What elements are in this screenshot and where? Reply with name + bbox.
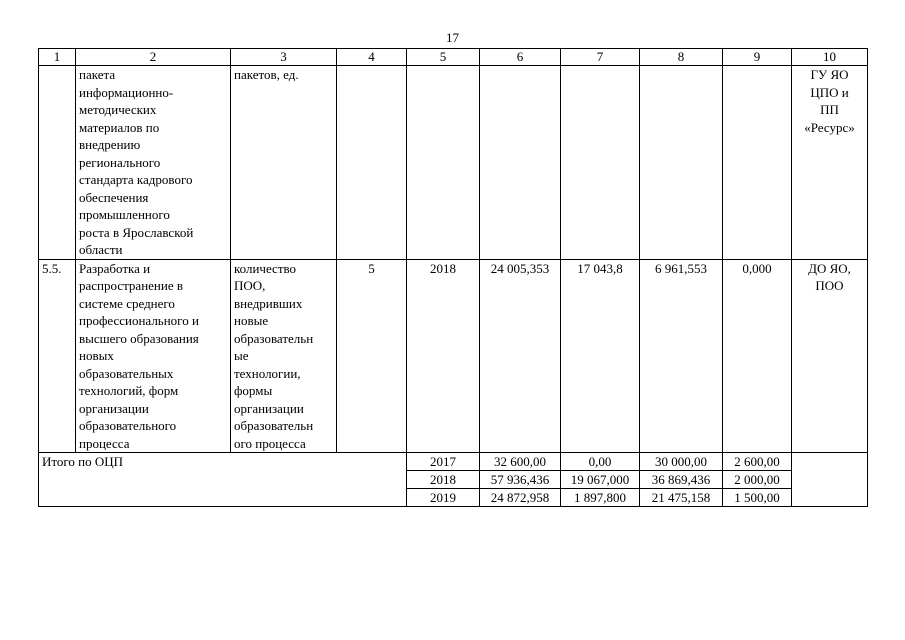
regional-amount: 36 869,436 [640, 471, 723, 489]
regional-amount: 21 475,158 [640, 489, 723, 507]
other-amount [723, 66, 792, 260]
total-amount: 57 936,436 [480, 471, 561, 489]
federal-amount: 0,00 [561, 453, 640, 471]
year: 2017 [407, 453, 480, 471]
column-number: 3 [231, 49, 337, 66]
column-number: 5 [407, 49, 480, 66]
total-amount: 24 872,958 [480, 489, 561, 507]
year: 2018 [407, 471, 480, 489]
column-number: 2 [76, 49, 231, 66]
federal-amount: 17 043,8 [561, 259, 640, 453]
total-amount [480, 66, 561, 260]
column-number: 7 [561, 49, 640, 66]
indicator-name: пакетов, ед. [231, 66, 337, 260]
totals-executor-empty [792, 453, 868, 507]
column-number: 10 [792, 49, 868, 66]
totals-label: Итого по ОЦП [39, 453, 407, 507]
column-number: 9 [723, 49, 792, 66]
indicator-value: 5 [337, 259, 407, 453]
executor: ГУ ЯО ЦПО и ПП «Ресурс» [792, 66, 868, 260]
indicator-value [337, 66, 407, 260]
other-amount: 0,000 [723, 259, 792, 453]
regional-amount: 30 000,00 [640, 453, 723, 471]
total-amount: 32 600,00 [480, 453, 561, 471]
column-number: 6 [480, 49, 561, 66]
federal-amount: 1 897,800 [561, 489, 640, 507]
year: 2019 [407, 489, 480, 507]
other-amount: 1 500,00 [723, 489, 792, 507]
federal-amount [561, 66, 640, 260]
column-number: 1 [39, 49, 76, 66]
regional-amount: 6 961,553 [640, 259, 723, 453]
column-numbers-row [39, 49, 868, 66]
column-number: 8 [640, 49, 723, 66]
row-number [39, 66, 76, 260]
program-activities-table [38, 48, 868, 507]
indicator-name: количество ПОО, внедривших новые образовательн ые технологии, формы организации образовательн ого процесса [231, 259, 337, 453]
totals-row [39, 453, 868, 471]
table-row [39, 66, 868, 260]
other-amount: 2 600,00 [723, 453, 792, 471]
federal-amount: 19 067,000 [561, 471, 640, 489]
year: 2018 [407, 259, 480, 453]
table-row [39, 259, 868, 453]
other-amount: 2 000,00 [723, 471, 792, 489]
activity-name: пакета информационно- методических материалов по внедрению регионального стандарта кадрового обеспечения промышленного роста в Ярославской области [76, 66, 231, 260]
total-amount: 24 005,353 [480, 259, 561, 453]
activity-name: Разработка и распространение в системе среднего профессионального и высшего образования новых образовательных технологий, форм организации образовательного процесса [76, 259, 231, 453]
column-number: 4 [337, 49, 407, 66]
regional-amount [640, 66, 723, 260]
page-number: 17 [446, 30, 459, 45]
executor: ДО ЯО, ПОО [792, 259, 868, 453]
year [407, 66, 480, 260]
row-number: 5.5. [39, 259, 76, 453]
